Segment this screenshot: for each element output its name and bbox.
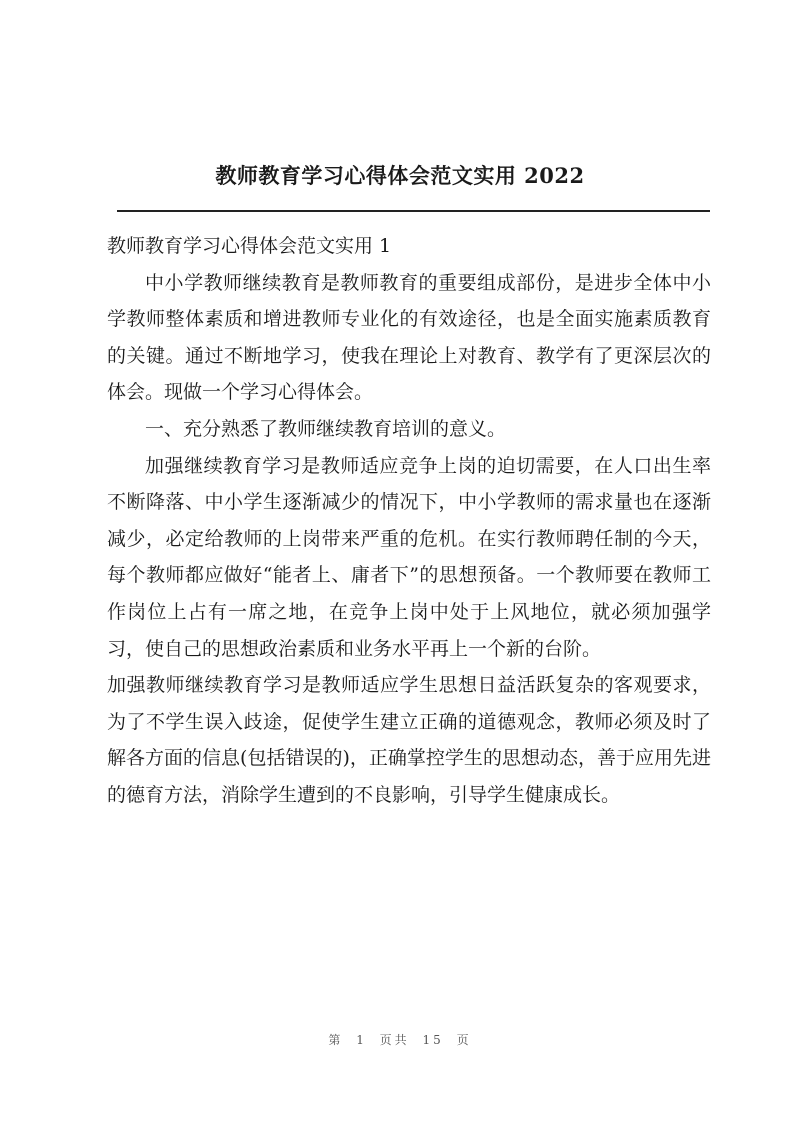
footer-suffix: 页 [456, 1033, 472, 1047]
footer-page-number: 1 [356, 1033, 367, 1047]
page-footer [0, 1031, 800, 1048]
footer-total-pages: 15 [422, 1033, 444, 1047]
paragraph-4: 加强教师继续教育学习是教师适应学生思想日益活跃复杂的客观要求，为了不学生误入歧途，促使学生建立正确的道德观念，教师必须及时了解各方面的信息(包括错误的)，正确掌控学生的思想动态，善于应用先进的德育方法，消除学生遭到的不良影响，引导学生健康成长。 [107, 674, 711, 806]
footer-middle: 页共 [379, 1033, 410, 1047]
paragraph-1: 中小学教师继续教育是教师教育的重要组成部份，是进步全体中小学教师整体素质和增进教师专业化的有效途径，也是全面实施素质教育的关键。通过不断地学习，使我在理论上对教育、教学有了更深层次的体会。现做一个学习心得体会。 [107, 271, 711, 404]
document-body [107, 228, 711, 814]
footer-prefix: 第 [328, 1033, 344, 1047]
paragraph-3: 加强继续教育学习是教师适应竞争上岗的迫切需要，在人口出生率不断降落、中小学生逐渐减少的情况下，中小学教师的需求量也在逐渐减少，必定给教师的上岗带来严重的危机。在实行教师聘任制的今天，每个教师都应做好“能者上、庸者下”的思想预备。一个教师要在教师工作岗位上占有一席之地，在竞争上岗中处于上风地位，就必须加强学习，使自己的思想政治素质和业务水平再上一个新的台阶。 [107, 454, 711, 660]
title-underline [117, 210, 710, 212]
section-heading: 教师教育学习心得体会范文实用 1 [107, 235, 392, 257]
document-title: 教师教育学习心得体会范文实用 2022 [215, 163, 585, 188]
paragraph-2: 一、充分熟悉了教师继续教育培训的意义。 [145, 417, 507, 440]
